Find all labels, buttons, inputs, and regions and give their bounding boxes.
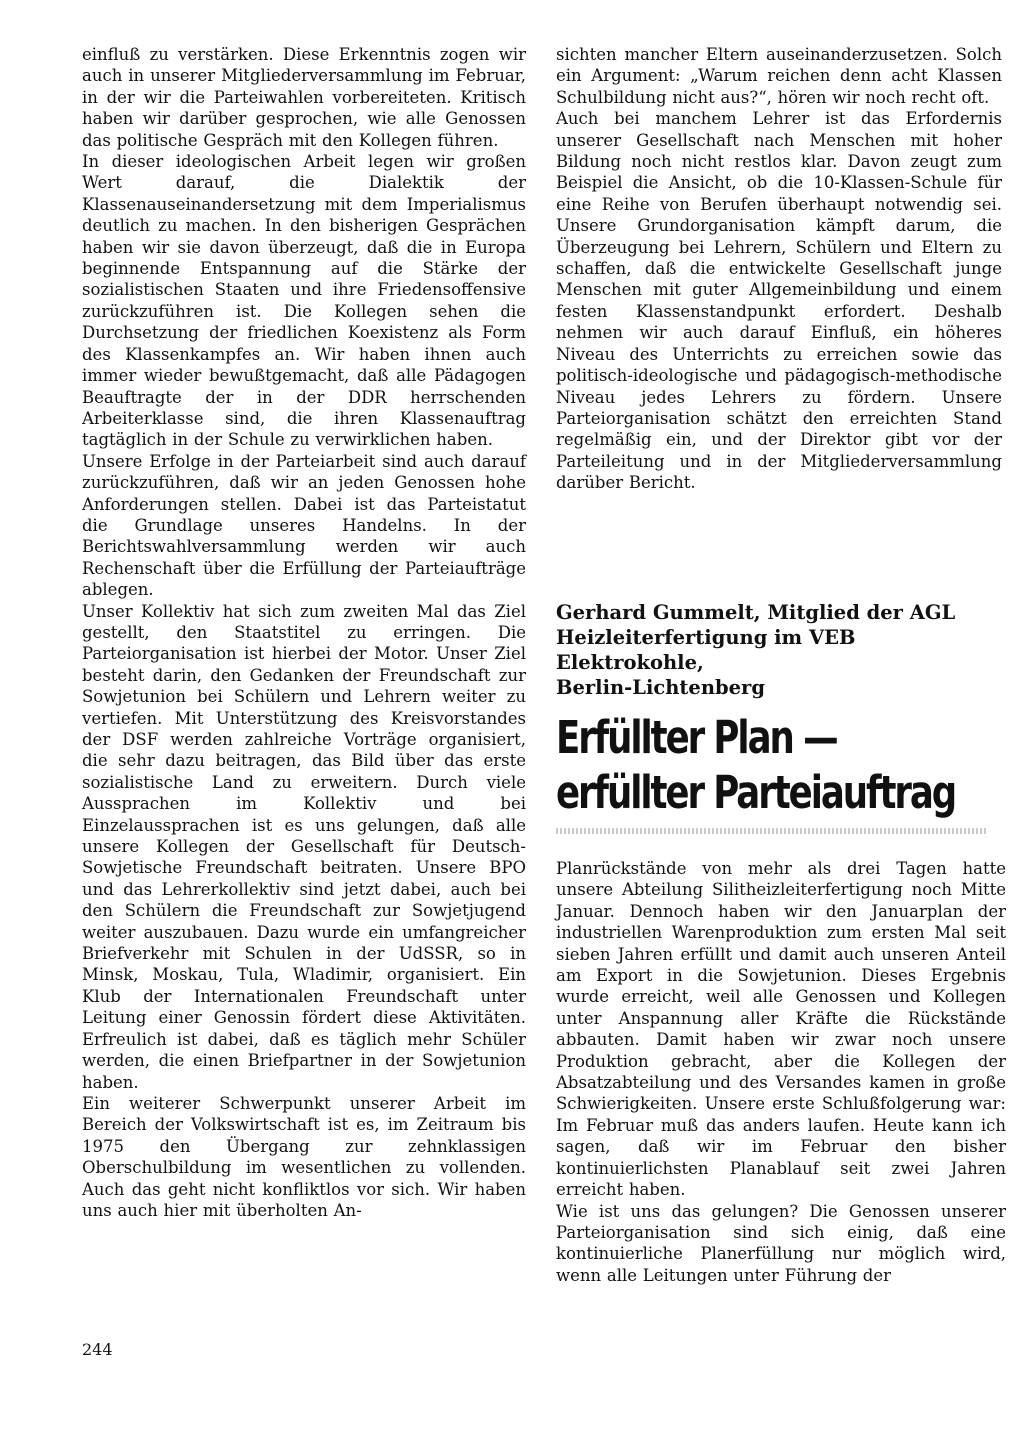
- author-line-1: Gerhard Gummelt, Mitglied der AGL: [556, 601, 956, 624]
- headline-line-2: erfüllter Parteiauftrag: [556, 766, 956, 819]
- left-column: [82, 44, 526, 1221]
- left-paragraph-4: Unser Kollektiv hat sich zum zweiten Mal das Ziel gestellt, den Staatstitel zu erringen. Die Parteiorganisation ist hierbei der Motor. Unser Ziel besteht darin, den Gedanken der Freundschaft zur Sowjetunion bei Schülern und Lehrern weiter zu vertiefen. Mit Unterstützung des Kreisvorstandes der DSF werden zahlreiche Vorträge organisiert, die sehr dazu beitragen, das Bild über das erste sozialistische Land zu erweitern. Durch viele Aussprachen im Kollektiv und bei Einzelaussprachen ist es uns gelungen, daß alle unsere Kollegen der Gesellschaft für Deutsch-Sowjetische Freundschaft beitraten. Unsere BPO und das Lehrerkollektiv sind jetzt dabei, auch bei den Schülern die Freundschaft zur Sowjetjugend weiter auszubauen. Dazu wurde ein umfangreicher Briefverkehr mit Schulen in der UdSSR, so in Minsk, Moskau, Tula, Wladimir, organisiert. Ein Klub der Internationalen Freundschaft unter Leitung einer Genossin fördert diese Aktivitäten. Erfreulich ist dabei, daß es täglich mehr Schüler werden, die einen Briefpartner in der Sowjetunion haben.: [82, 601, 526, 1092]
- article-headline: [556, 710, 956, 820]
- left-paragraph-5: Ein weiterer Schwerpunkt unserer Arbeit im Bereich der Volkswirtschaft ist es, im Zeitraum bis 1975 den Übergang zur zehnklassigen Oberschulbildung im wesentlichen zu vollenden. Auch das geht nicht konfliktlos vor sich. Wir haben uns auch hier mit überholten An-: [82, 1093, 526, 1220]
- headline-line-1: Erfüllter Plan —: [556, 711, 837, 764]
- author-line-3: Berlin-Lichtenberg: [556, 676, 765, 699]
- page-number: 244: [82, 1340, 113, 1359]
- article-paragraph-1: Planrückstände von mehr als drei Tagen hatte unsere Abteilung Silitheizleiterfertigung noch Mitte Januar. Dennoch haben wir den Januarplan der industriellen Warenproduktion zum ersten Mal seit sieben Jahren erfüllt und damit auch unseren Anteil am Export in die Sowjetunion. Dieses Ergebnis wurde erreicht, weil alle Genossen und Kollegen unter Anspannung aller Kräfte die Rückstände abbauten. Damit haben wir zwar noch unsere Produktion gebracht, aber die Kollegen der Absatzabteilung und des Versandes kamen in große Schwierigkeiten. Unsere erste Schlußfolgerung war: Im Februar muß das anders laufen. Heute kann ich sagen, daß wir im Februar den bisher kontinuierlichsten Planablauf seit zwei Jahren erreicht haben.: [556, 859, 1006, 1200]
- left-paragraph-2: In dieser ideologischen Arbeit legen wir großen Wert darauf, die Dialektik der Klassenauseinandersetzung mit dem Imperialismus deutlich zu machen. In den bisherigen Gesprächen haben wir sie davon überzeugt, daß die in Europa beginnende Entspannung auf die Stärke der sozialistischen Staaten und ihre Friedensoffensive zurückzuführen ist. Die Kollegen sehen die Durchsetzung der friedlichen Koexistenz als Form des Klassenkampfes an. Wir haben ihnen auch immer wieder bewußtgemacht, daß alle Pädagogen Beauftragte der in der DDR herrschenden Arbeiterklasse sind, die ihren Klassenauftrag tagtäglich in der Schule zu verwirklichen haben.: [82, 152, 526, 450]
- right-column-top: [556, 44, 1002, 494]
- author-line-2: Heizleiterfertigung im VEB Elektrokohle,: [556, 626, 856, 674]
- left-paragraph-1: einfluß zu verstärken. Diese Erkenntnis zogen wir auch in unserer Mitgliederversammlung im Februar, in der wir die Parteiwahlen vorbereiteten. Kritisch haben wir darüber gesprochen, wie alle Genossen das politische Gespräch mit den Kollegen führen.: [82, 45, 526, 150]
- article-author: [556, 600, 1006, 700]
- article-paragraph-2: Wie ist uns das gelungen? Die Genossen unserer Parteiorganisation sind sich einig, daß eine kontinuierliche Planerfüllung nur möglich wird, wenn alle Leitungen unter Führung der: [556, 1201, 1006, 1285]
- article-body: [556, 858, 1006, 1286]
- right-paragraph-1: sichten mancher Eltern auseinanderzusetzen. Solch ein Argument: „Warum reichen denn acht Klassen Schulbildung nicht aus?“, hören wir noch recht oft.: [556, 45, 1002, 107]
- right-paragraph-2: Auch bei manchem Lehrer ist das Erfordernis unserer Gesellschaft nach Menschen mit hoher Bildung noch nicht restlos klar. Davon zeugt zum Beispiel die Ansicht, ob die 10-Klassen-Schule für eine Reihe von Berufen überhaupt notwendig sei. Unsere Grundorganisation kämpft darum, die Überzeugung bei Lehrern, Schülern und Eltern zu schaffen, daß die entwickelte Gesellschaft junge Menschen mit guter Allgemeinbildung und einem festen Klassenstandpunkt erfordert. Deshalb nehmen wir auch darauf Einfluß, ein höheres Niveau des Unterrichts zu erreichen sowie das politisch-ideologische und pädagogisch-methodische Niveau jedes Lehrers zu fördern. Unsere Parteiorganisation schätzt den erreichten Stand regelmäßig ein, und der Direktor gibt vor der Parteileitung und in der Mitgliederversammlung darüber Bericht.: [556, 109, 1002, 493]
- left-paragraph-3: Unsere Erfolge in der Parteiarbeit sind auch darauf zurückzuführen, daß wir an jeden Genossen hohe Anforderungen stellen. Dabei ist das Parteistatut die Grundlage unseres Handelns. In der Berichtswahlversammlung werden wir auch Rechenschaft über die Erfüllung der Parteiaufträge ablegen.: [82, 451, 526, 600]
- headline-divider: [556, 828, 986, 834]
